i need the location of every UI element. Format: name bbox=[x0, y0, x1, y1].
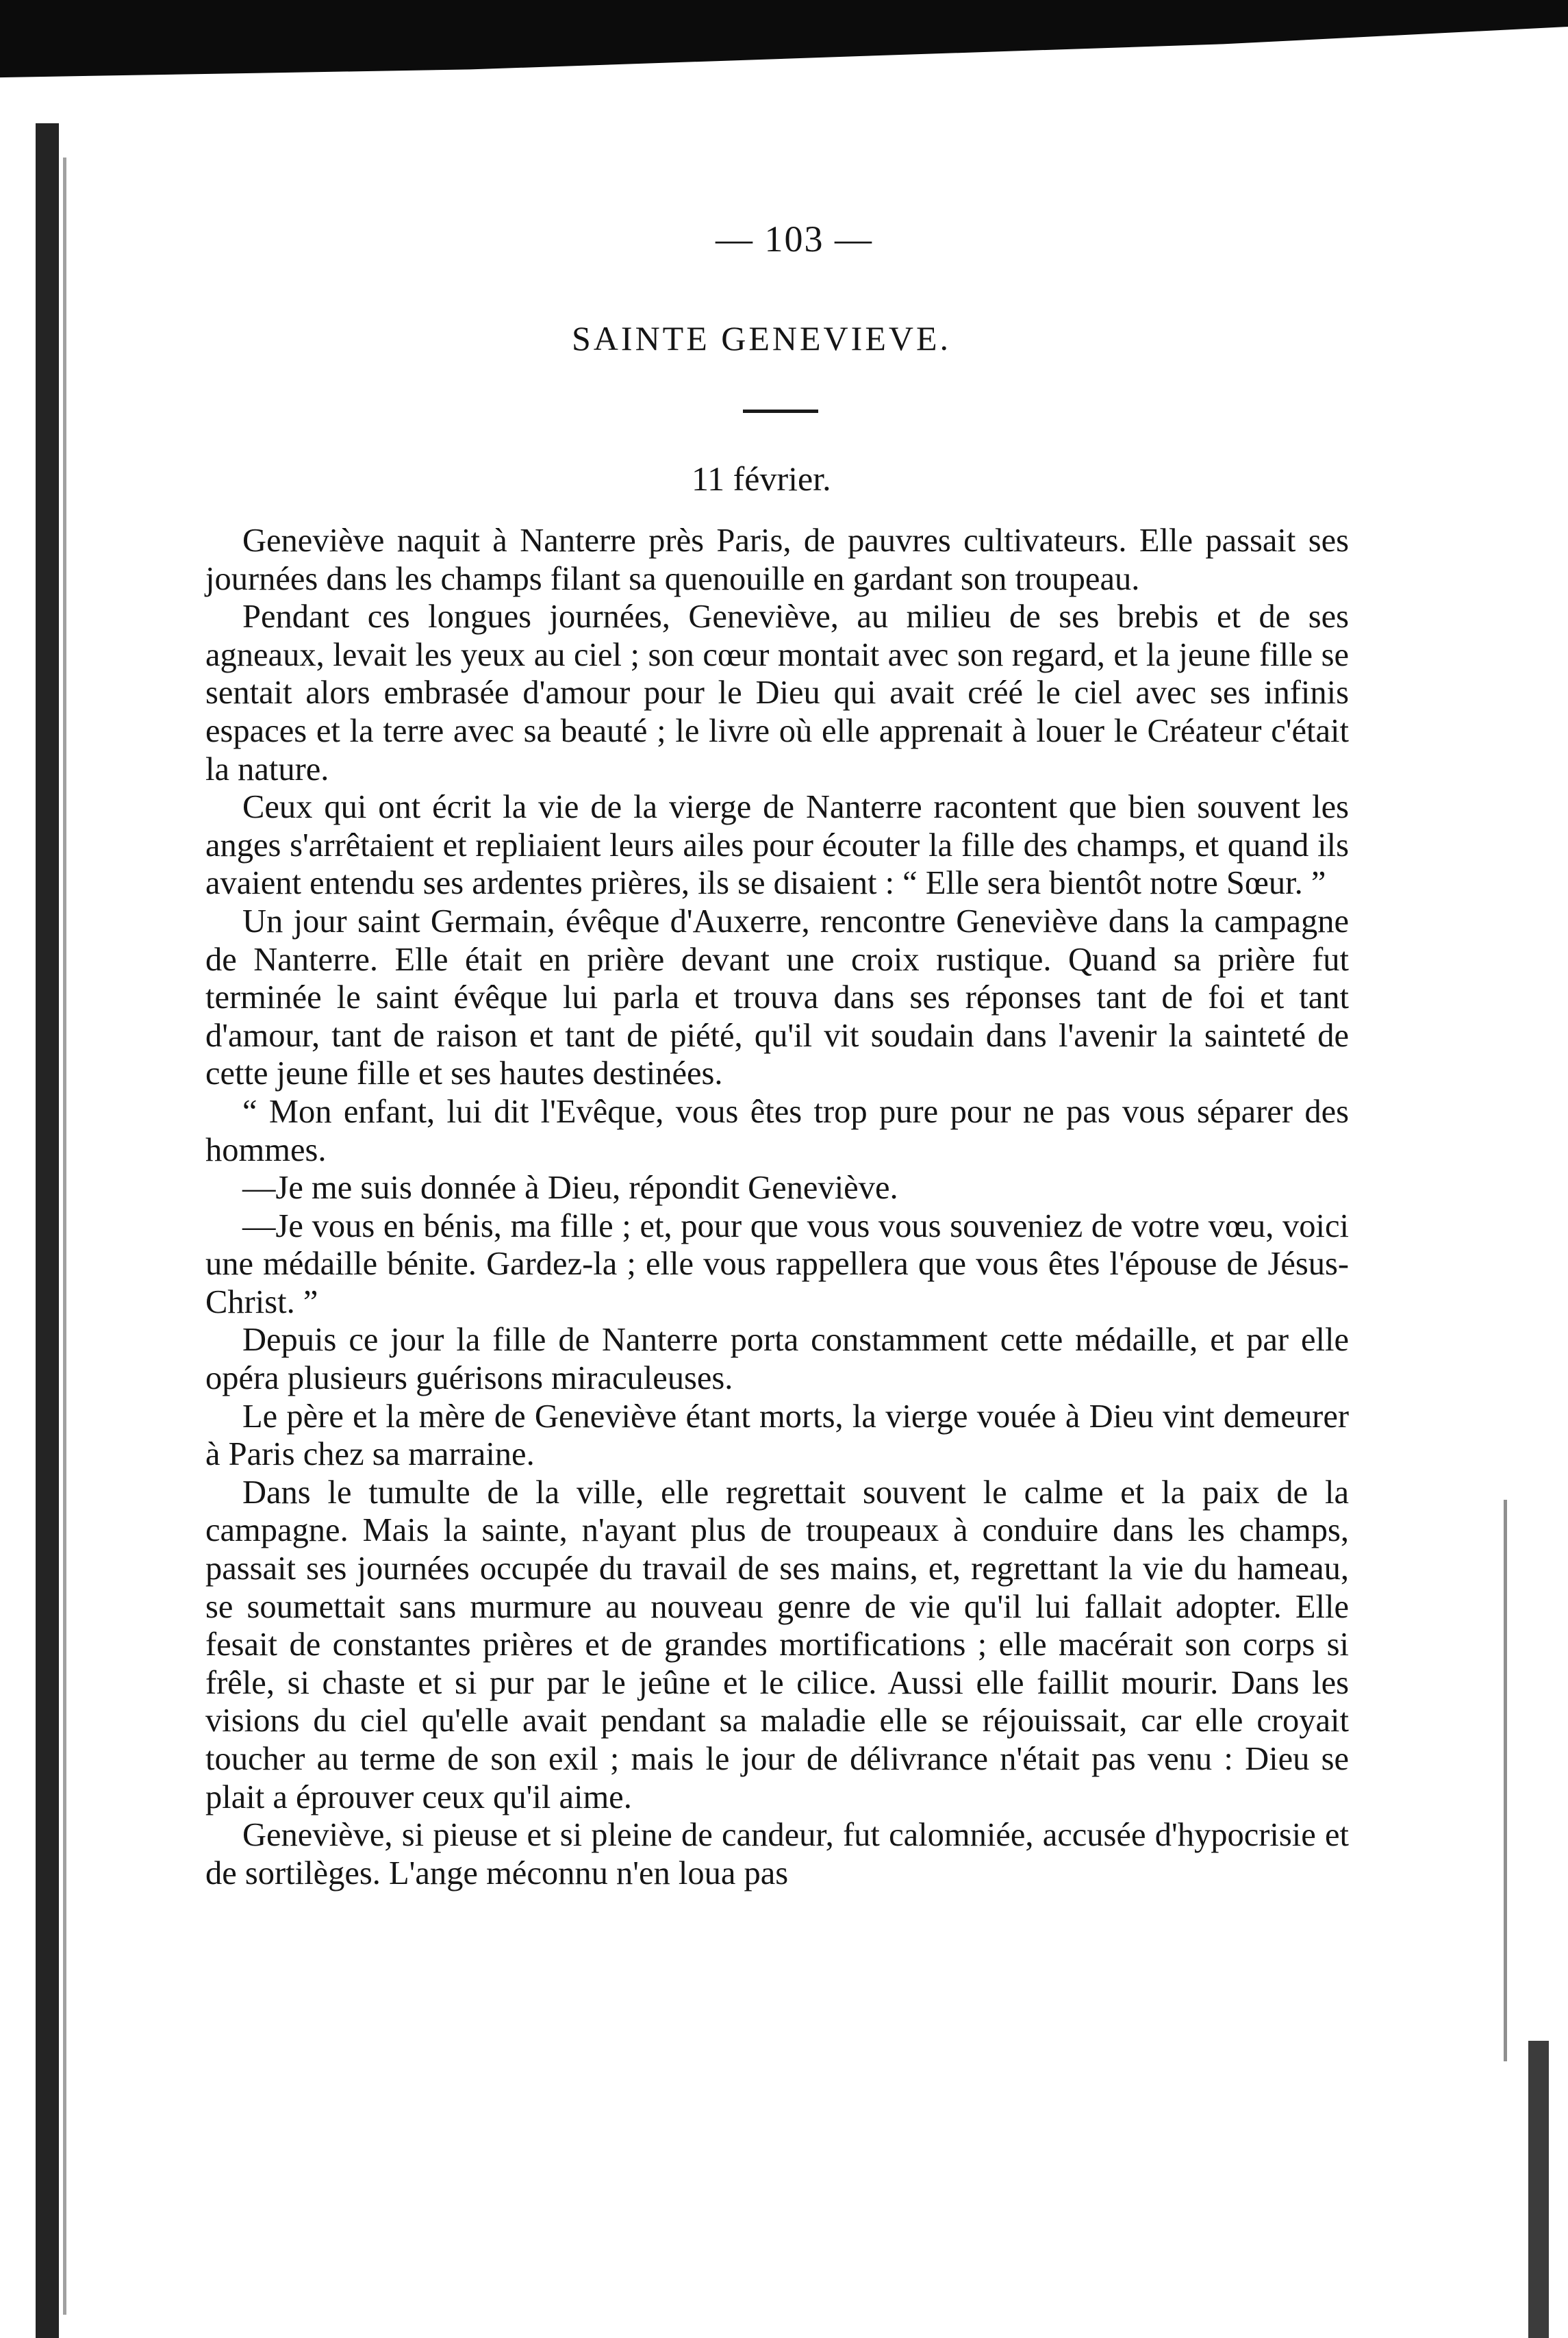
paragraph: —Je vous en bénis, ma fille ; et, pour que vous vous souveniez de votre vœu, voici une médaille bénite. Gardez-la ; elle vous rappellera que vous êtes l'épouse de Jésus-Christ. ” bbox=[205, 1207, 1349, 1320]
paragraph: Depuis ce jour la fille de Nanterre porta constamment cette médaille, et par elle opéra plusieurs guérisons miraculeuses. bbox=[205, 1322, 1349, 1397]
paragraph: Geneviève, si pieuse et si pleine de candeur, fut calomniée, accusée d'hypocrisie et de sortilèges. L'ange méconnu n'en loua pas bbox=[205, 1817, 1349, 1891]
paragraph: “ Mon enfant, lui dit l'Evêque, vous êtes trop pure pour ne pas vous séparer des hommes. bbox=[205, 1093, 1349, 1168]
body-text bbox=[205, 522, 1349, 1892]
paragraph: Un jour saint Germain, évêque d'Auxerre, rencontre Geneviève dans la campagne de Nanterre. Elle était en prière devant une croix rustique. Quand sa prière fut terminée le saint évêque lui parla et trouva dans ses réponses tant de foi et tant d'amour, tant de raison et tant de piété, qu'il vit soudain dans l'avenir la sainteté de cette jeune fille et ses hautes destinées. bbox=[205, 903, 1349, 1092]
paragraph: —Je me suis donnée à Dieu, répondit Geneviève. bbox=[242, 1170, 898, 1207]
paragraph: Dans le tumulte de la ville, elle regrettait souvent le calme et la paix de la campagne. Mais la sainte, n'ayant plus de troupeaux à conduire dans les champs, passait ses journées occupée du travail de ses mains, et, regrettant la vie du hameau, se soumettait sans murmure au nouveau genre de vie qu'il lui fallait adopter. Elle fesait de constantes prières et de grandes mortifications ; elle macérait son corps si frêle, si chaste et si pur par le jeûne et le cilice. Aussi elle faillit mourir. Dans les visions du ciel qu'elle avait pendant sa maladie elle se réjouissait, car elle croyait toucher au terme de son exil ; mais le jour de délivrance n'était pas venu : Dieu se plait a éprouver ceux qu'il aime. bbox=[205, 1474, 1349, 1815]
scan-right-shadow bbox=[1504, 1500, 1507, 2061]
scan-top-border bbox=[0, 0, 1568, 134]
page-title: SAINTE GENEVIEVE. bbox=[572, 319, 952, 357]
scan-left-shadow bbox=[63, 158, 66, 2315]
paragraph: Le père et la mère de Geneviève étant morts, la vierge vouée à Dieu vint demeurer à Paris chez sa marraine. bbox=[205, 1398, 1349, 1473]
scan-left-border bbox=[36, 123, 59, 2338]
scan-right-border bbox=[1528, 2041, 1549, 2338]
paragraph: Geneviève naquit à Nanterre près Paris, de pauvres cultivateurs. Elle passait ses journées dans les champs filant sa quenouille en gardant son troupeau. bbox=[205, 523, 1349, 597]
title-rule bbox=[743, 410, 818, 413]
page-number: — 103 — bbox=[716, 218, 873, 260]
paragraph: Pendant ces longues journées, Geneviève, au milieu de ses brebis et de ses agneaux, levait les yeux au ciel ; son cœur montait avec son regard, et la jeune fille se sentait alors embrasée d'amour pour le Dieu qui avait créé le ciel avec ses infinis espaces et la terre avec sa beauté ; le livre où elle apprenait à louer le Créateur c'était la nature. bbox=[205, 599, 1349, 788]
paragraph: Ceux qui ont écrit la vie de la vierge de Nanterre racontent que bien souvent les anges s'arrêtaient et repliaient leurs ailes pour écouter la fille des champs, et quand ils avaient entendu ses ardentes prières, ils se disaient : “ Elle sera bientôt notre Sœur. ” bbox=[205, 789, 1349, 902]
feast-date: 11 février. bbox=[692, 460, 831, 498]
